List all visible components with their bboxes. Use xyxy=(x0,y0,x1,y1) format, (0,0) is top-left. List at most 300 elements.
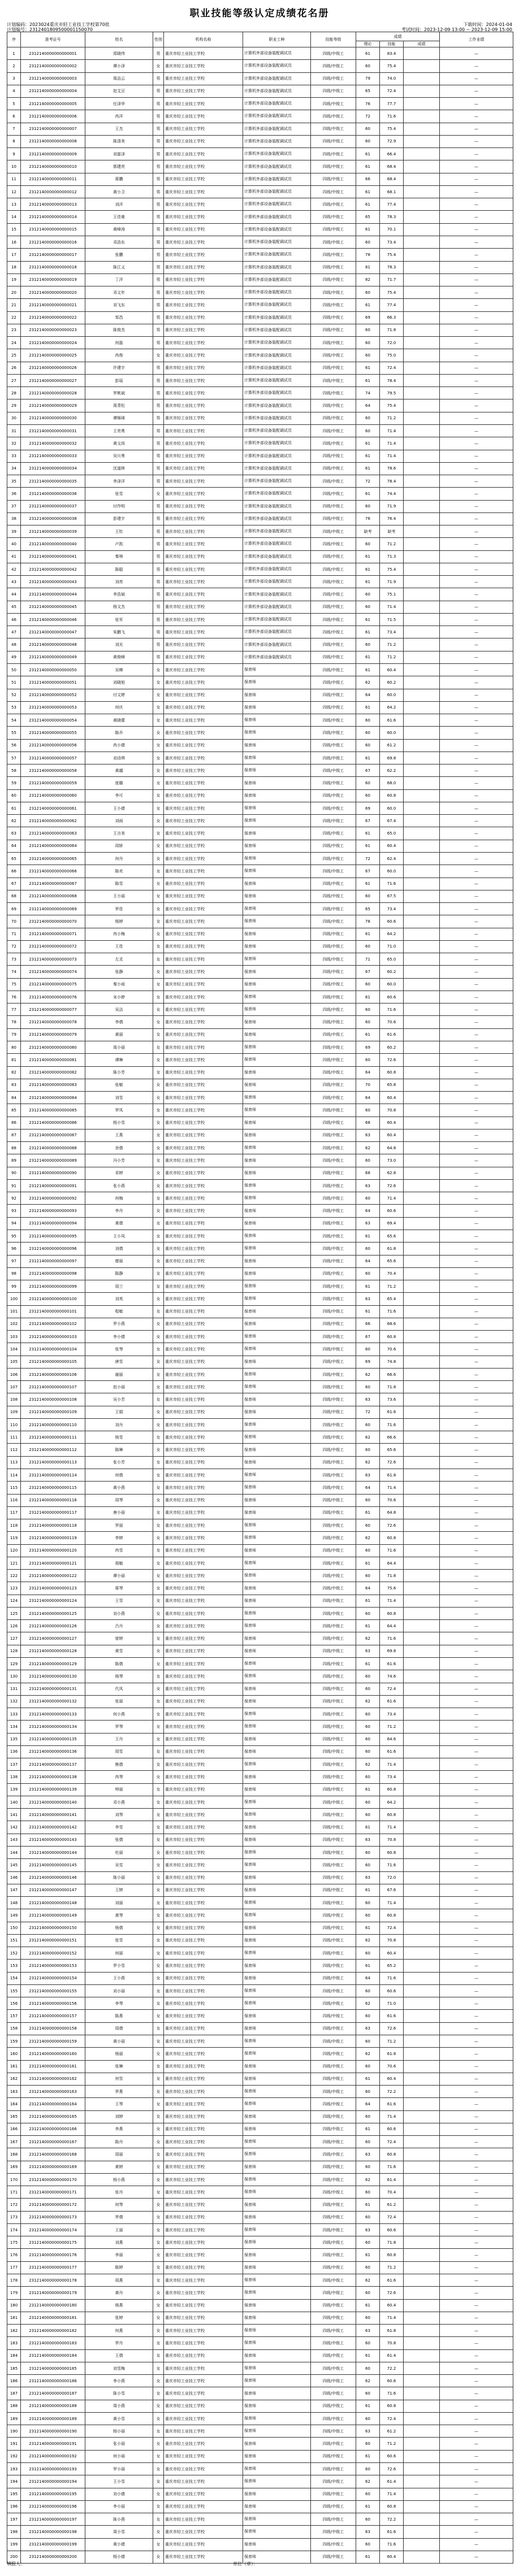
gender: 女 xyxy=(153,1922,164,1934)
skill-level: 四级/中级工 xyxy=(311,437,356,450)
remark: — xyxy=(440,2475,513,2488)
result xyxy=(404,1179,440,1192)
gender: 女 xyxy=(153,1871,164,1884)
theory-score: 64 xyxy=(356,1092,380,1104)
org-name: 重庆市轻工业技工学校 xyxy=(164,1255,243,1267)
occupation: 计算机外部设备装配调试员 xyxy=(243,198,311,211)
student-name: 周琴 xyxy=(85,1494,153,1506)
theory-score: 61 xyxy=(356,626,380,638)
row-index: 45 xyxy=(7,601,21,613)
table-row xyxy=(7,1192,513,1205)
org-name: 重庆市轻工业技工学校 xyxy=(164,1444,243,1456)
occupation: 保育师 xyxy=(243,2249,311,2261)
table-row xyxy=(7,840,513,852)
skill-score: 76.4 xyxy=(380,512,404,525)
remark: — xyxy=(440,903,513,915)
row-index: 126 xyxy=(7,1620,21,1632)
exam-id: 2312140000000000151 xyxy=(21,1934,85,1947)
student-name: 吴川勇 xyxy=(85,450,153,462)
occupation: 计算机外部设备装配调试员 xyxy=(243,538,311,550)
skill-score: 77.4 xyxy=(380,299,404,311)
occupation: 计算机外部设备装配调试员 xyxy=(243,512,311,525)
theory-score: 61 xyxy=(356,878,380,890)
occupation: 保育师 xyxy=(243,2211,311,2223)
skill-score: 64.2 xyxy=(380,1796,404,1808)
student-name: 黄丹 xyxy=(85,2287,153,2299)
result xyxy=(404,1217,440,1230)
skill-score: 60.6 xyxy=(380,2375,404,2387)
skill-level: 四级/中级工 xyxy=(311,450,356,462)
result xyxy=(404,185,440,198)
student-name: 彭瑶 xyxy=(85,374,153,386)
result xyxy=(404,2110,440,2123)
row-index: 103 xyxy=(7,1331,21,1343)
result xyxy=(404,135,440,147)
student-name: 刘琴 xyxy=(85,1809,153,1821)
exam-id: 2312140000000000183 xyxy=(21,2337,85,2349)
student-name: 黄倩 xyxy=(85,1217,153,1230)
skill-score: 61.6 xyxy=(380,714,404,727)
result xyxy=(404,1922,440,1934)
remark: — xyxy=(440,2060,513,2073)
result xyxy=(404,2236,440,2249)
org-name: 重庆市轻工业技工学校 xyxy=(164,1532,243,1544)
skill-score: 60.6 xyxy=(380,2223,404,2236)
result xyxy=(404,1393,440,1406)
occupation: 保育师 xyxy=(243,890,311,902)
row-index: 18 xyxy=(7,261,21,273)
remark: — xyxy=(440,727,513,739)
theory-score: 63 xyxy=(356,2325,380,2337)
skill-score: 60.4 xyxy=(380,664,404,676)
theory-score: 64 xyxy=(356,1255,380,1267)
table-row xyxy=(7,1695,513,1708)
skill-score: 70.6 xyxy=(380,1494,404,1506)
student-name: 左灵 xyxy=(85,953,153,966)
student-name: 秦林 xyxy=(85,550,153,563)
row-index: 24 xyxy=(7,337,21,349)
header-occupation: 职业工种 xyxy=(243,32,311,47)
skill-score: 60.8 xyxy=(380,2500,404,2513)
occupation: 保育师 xyxy=(243,1393,311,1406)
org-name: 重庆市轻工业技工学校 xyxy=(164,1620,243,1632)
skill-level: 四级/中级工 xyxy=(311,1871,356,1884)
remark: — xyxy=(440,1243,513,1255)
skill-score: 60.2 xyxy=(380,676,404,689)
skill-level: 四级/中级工 xyxy=(311,2526,356,2538)
org-name: 重庆市轻工业技工学校 xyxy=(164,1004,243,1016)
header-index: 序 xyxy=(7,32,21,47)
row-index: 181 xyxy=(7,2312,21,2324)
result xyxy=(404,940,440,953)
org-name: 重庆市轻工业技工学校 xyxy=(164,1104,243,1117)
table-row xyxy=(7,1519,513,1532)
skill-level: 四级/中级工 xyxy=(311,903,356,915)
skill-level: 四级/中级工 xyxy=(311,286,356,299)
row-index: 83 xyxy=(7,1079,21,1091)
skill-score: 67.6 xyxy=(380,1884,404,1896)
skill-score: 71.0 xyxy=(380,1997,404,2010)
student-name: 李丹 xyxy=(85,1205,153,1217)
gender: 男 xyxy=(153,135,164,147)
skill-level: 四级/中级工 xyxy=(311,2538,356,2551)
skill-score: 61.4 xyxy=(380,2173,404,2186)
result xyxy=(404,2211,440,2223)
theory-score: 60 xyxy=(356,2337,380,2349)
gender: 女 xyxy=(153,1683,164,1695)
row-index: 177 xyxy=(7,2261,21,2274)
table-row xyxy=(7,500,513,512)
student-name: 王婷 xyxy=(85,1884,153,1896)
table-row xyxy=(7,1721,513,1733)
result xyxy=(404,2513,440,2526)
skill-level: 四级/中级工 xyxy=(311,1393,356,1406)
exam-id: 2312140000000000196 xyxy=(21,2500,85,2513)
remark: — xyxy=(440,1771,513,1783)
table-row xyxy=(7,525,513,538)
gender: 女 xyxy=(153,664,164,676)
table-row xyxy=(7,1683,513,1695)
student-name: 何燕 xyxy=(85,2325,153,2337)
exam-id: 2312140000000000078 xyxy=(21,1016,85,1028)
remark: — xyxy=(440,236,513,248)
remark: — xyxy=(440,1595,513,1607)
skill-score: 68.4 xyxy=(380,173,404,185)
occupation: 计算机外部设备装配调试员 xyxy=(243,47,311,60)
result xyxy=(404,1230,440,1242)
skill-level: 四级/中级工 xyxy=(311,1972,356,1984)
student-name: 谭琳 xyxy=(85,1054,153,1066)
occupation: 保育师 xyxy=(243,2463,311,2475)
gender: 女 xyxy=(153,991,164,1003)
occupation: 保育师 xyxy=(243,1167,311,1179)
org-name: 重庆市轻工业技工学校 xyxy=(164,2412,243,2425)
remark: — xyxy=(440,651,513,663)
org-name: 重庆市轻工业技工学校 xyxy=(164,651,243,663)
occupation: 保育师 xyxy=(243,840,311,852)
student-name: 周青松 xyxy=(85,399,153,412)
skill-score: 72.4 xyxy=(380,1683,404,1695)
student-name: 罗桃斌 xyxy=(85,387,153,399)
exam-id: 2312140000000000173 xyxy=(21,2211,85,2223)
theory-score: 60 xyxy=(356,2387,380,2400)
student-name: 吕丹 xyxy=(85,1620,153,1632)
org-name: 重庆市轻工业技工学校 xyxy=(164,173,243,185)
result xyxy=(404,47,440,60)
occupation: 保育师 xyxy=(243,1205,311,1217)
exam-id: 2312140000000000155 xyxy=(21,1984,85,1997)
result xyxy=(404,349,440,362)
remark: — xyxy=(440,878,513,890)
skill-level: 四级/中级工 xyxy=(311,2551,356,2563)
org-name: 重庆市轻工业技工学校 xyxy=(164,1293,243,1305)
result xyxy=(404,2400,440,2412)
remark: — xyxy=(440,1154,513,1167)
occupation: 保育师 xyxy=(243,2223,311,2236)
occupation: 保育师 xyxy=(243,2475,311,2488)
skill-level: 四级/中级工 xyxy=(311,2438,356,2450)
exam-id: 2312140000000000131 xyxy=(21,1683,85,1695)
result xyxy=(404,550,440,563)
theory-score: 69 xyxy=(356,1041,380,1053)
result xyxy=(404,2060,440,2073)
row-index: 135 xyxy=(7,1733,21,1745)
skill-level: 四级/中级工 xyxy=(311,72,356,85)
org-name: 重庆市轻工业技工学校 xyxy=(164,2387,243,2400)
org-name: 重庆市轻工业技工学校 xyxy=(164,601,243,613)
org-name: 重庆市轻工业技工学校 xyxy=(164,1368,243,1380)
org-name: 重庆市轻工业技工学校 xyxy=(164,1771,243,1783)
remark: — xyxy=(440,450,513,462)
remark: — xyxy=(440,676,513,689)
row-index: 67 xyxy=(7,878,21,890)
exam-id: 2312140000000000192 xyxy=(21,2450,85,2462)
occupation: 保育师 xyxy=(243,1356,311,1368)
skill-score: 71.4 xyxy=(380,437,404,450)
table-row xyxy=(7,777,513,789)
skill-score: 69.8 xyxy=(380,751,404,764)
org-name: 重庆市轻工业技工学校 xyxy=(164,2110,243,2123)
theory-score: 62 xyxy=(356,2274,380,2287)
exam-id: 2312140000000000178 xyxy=(21,2274,85,2287)
skill-score: 73.4 xyxy=(380,1708,404,1721)
org-name: 重庆市轻工业技工学校 xyxy=(164,1469,243,1482)
skill-level: 四级/中级工 xyxy=(311,689,356,701)
org-name: 重庆市轻工业技工学校 xyxy=(164,1406,243,1418)
row-index: 120 xyxy=(7,1544,21,1557)
table-row xyxy=(7,991,513,1003)
row-index: 185 xyxy=(7,2362,21,2374)
gender: 女 xyxy=(153,1506,164,1519)
remark: — xyxy=(440,1871,513,1884)
org-name: 重庆市轻工业技工学校 xyxy=(164,2173,243,2186)
remark: — xyxy=(440,2249,513,2261)
student-name: 赵小丽 xyxy=(85,1381,153,1393)
org-name: 重庆市轻工业技工学校 xyxy=(164,236,243,248)
row-index: 61 xyxy=(7,802,21,814)
theory-score: 61 xyxy=(356,991,380,1003)
student-name: 张倩 xyxy=(85,1834,153,1846)
exam-id: 2312140000000000108 xyxy=(21,1393,85,1406)
result xyxy=(404,1884,440,1896)
exam-id: 2312140000000000038 xyxy=(21,512,85,525)
result xyxy=(404,1192,440,1205)
skill-level: 四级/中级工 xyxy=(311,613,356,625)
theory-score: 60 xyxy=(356,324,380,336)
skill-level: 四级/中级工 xyxy=(311,1104,356,1117)
skill-score: 64.4 xyxy=(380,1557,404,1569)
row-index: 16 xyxy=(7,236,21,248)
table-row xyxy=(7,273,513,286)
result xyxy=(404,714,440,727)
table-row xyxy=(7,1318,513,1330)
occupation: 保育师 xyxy=(243,878,311,890)
occupation: 保育师 xyxy=(243,2538,311,2551)
table-row xyxy=(7,2463,513,2475)
gender: 女 xyxy=(153,60,164,72)
gender: 女 xyxy=(153,1934,164,1947)
exam-id: 2312140000000000055 xyxy=(21,727,85,739)
theory-score: 67 xyxy=(356,966,380,978)
remark: — xyxy=(440,1972,513,1984)
skill-level: 四级/中级工 xyxy=(311,1016,356,1028)
row-index: 70 xyxy=(7,915,21,928)
gender: 女 xyxy=(153,1267,164,1280)
theory-score: 60 xyxy=(356,777,380,789)
gender: 女 xyxy=(153,2098,164,2110)
org-name: 重庆市轻工业技工学校 xyxy=(164,1393,243,1406)
exam-id: 2312140000000000164 xyxy=(21,2098,85,2110)
row-index: 78 xyxy=(7,1016,21,1028)
table-row xyxy=(7,1960,513,1972)
gender: 女 xyxy=(153,1960,164,1972)
row-index: 175 xyxy=(7,2236,21,2249)
exam-id: 2312140000000000184 xyxy=(21,2349,85,2362)
skill-score: 71.9 xyxy=(380,576,404,588)
row-index: 51 xyxy=(7,676,21,689)
row-index: 101 xyxy=(7,1305,21,1318)
exam-id: 2312140000000000104 xyxy=(21,1343,85,1356)
gender: 女 xyxy=(153,840,164,852)
result xyxy=(404,236,440,248)
table-row xyxy=(7,550,513,563)
student-name: 张军 xyxy=(85,613,153,625)
gender: 女 xyxy=(153,1054,164,1066)
occupation: 保育师 xyxy=(243,2438,311,2450)
org-name: 重庆市轻工业技工学校 xyxy=(164,2186,243,2199)
result xyxy=(404,2022,440,2035)
theory-score: 60 xyxy=(356,1418,380,1431)
result xyxy=(404,966,440,978)
skill-score: 60.4 xyxy=(380,1117,404,1129)
skill-score: 71.2 xyxy=(380,651,404,663)
remark: — xyxy=(440,1909,513,1922)
row-index: 161 xyxy=(7,2060,21,2073)
row-index: 194 xyxy=(7,2475,21,2488)
remark: — xyxy=(440,1092,513,1104)
theory-score: 61 xyxy=(356,2500,380,2513)
remark: — xyxy=(440,2526,513,2538)
remark: — xyxy=(440,1066,513,1079)
remark: — xyxy=(440,148,513,160)
exam-id: 2312140000000000015 xyxy=(21,223,85,236)
skill-score: 75.6 xyxy=(380,1582,404,1595)
result xyxy=(404,1846,440,1858)
table-row xyxy=(7,1859,513,1871)
theory-score: 61 xyxy=(356,198,380,211)
org-name: 重庆市轻工业技工学校 xyxy=(164,2274,243,2287)
skill-level: 四级/中级工 xyxy=(311,98,356,110)
occupation: 计算机外部设备装配调试员 xyxy=(243,249,311,261)
row-index: 31 xyxy=(7,424,21,437)
occupation: 保育师 xyxy=(243,1834,311,1846)
remark: — xyxy=(440,2463,513,2475)
table-row xyxy=(7,1129,513,1141)
exam-id: 2312140000000000113 xyxy=(21,1456,85,1469)
org-name: 重庆市轻工业技工学校 xyxy=(164,98,243,110)
skill-score: 70.8 xyxy=(380,1104,404,1117)
skill-score: 60.4 xyxy=(380,840,404,852)
result xyxy=(404,1582,440,1595)
remark: — xyxy=(440,1632,513,1645)
skill-score: 66.3 xyxy=(380,311,404,324)
remark: — xyxy=(440,1004,513,1016)
row-index: 186 xyxy=(7,2375,21,2387)
theory-score: 60 xyxy=(356,60,380,72)
exam-id: 2312140000000000014 xyxy=(21,211,85,223)
skill-level: 四级/中级工 xyxy=(311,588,356,601)
row-index: 198 xyxy=(7,2526,21,2538)
occupation: 保育师 xyxy=(243,1255,311,1267)
gender: 女 xyxy=(153,2475,164,2488)
table-row xyxy=(7,2475,513,2488)
theory-score: 61 xyxy=(356,1557,380,1569)
result xyxy=(404,2073,440,2085)
remark: — xyxy=(440,1456,513,1469)
exam-id: 2312140000000000004 xyxy=(21,85,85,97)
gender: 男 xyxy=(153,211,164,223)
remark: — xyxy=(440,349,513,362)
occupation: 保育师 xyxy=(243,1054,311,1066)
gender: 女 xyxy=(153,940,164,953)
student-name: 杨小燕 xyxy=(85,2173,153,2186)
theory-score: 60 xyxy=(356,1733,380,1745)
theory-score: 62 xyxy=(356,1758,380,1771)
skill-score: 61.6 xyxy=(380,2010,404,2022)
occupation: 保育师 xyxy=(243,2375,311,2387)
exam-id: 2312140000000000043 xyxy=(21,576,85,588)
skill-score: 79.5 xyxy=(380,387,404,399)
remark: — xyxy=(440,2400,513,2412)
gender: 男 xyxy=(153,588,164,601)
org-name: 重庆市轻工业技工学校 xyxy=(164,512,243,525)
occupation: 保育师 xyxy=(243,2148,311,2161)
remark: — xyxy=(440,1079,513,1091)
skill-level: 四级/中级工 xyxy=(311,1267,356,1280)
skill-score: 66.6 xyxy=(380,1431,404,1444)
result xyxy=(404,2086,440,2098)
occupation: 保育师 xyxy=(243,1670,311,1683)
theory-score: 60 xyxy=(356,1809,380,1821)
row-index: 65 xyxy=(7,853,21,865)
result xyxy=(404,1695,440,1708)
org-name: 重庆市轻工业技工学校 xyxy=(164,2450,243,2462)
table-row xyxy=(7,1758,513,1771)
result xyxy=(404,1028,440,1041)
gender: 女 xyxy=(153,2325,164,2337)
gender: 男 xyxy=(153,249,164,261)
theory-score: 缺考 xyxy=(356,525,380,538)
skill-level: 四级/中级工 xyxy=(311,2136,356,2148)
result xyxy=(404,1934,440,1947)
result xyxy=(404,1632,440,1645)
result xyxy=(404,1469,440,1482)
remark: — xyxy=(440,123,513,135)
occupation: 保育师 xyxy=(243,1343,311,1356)
table-row xyxy=(7,1381,513,1393)
theory-score: 61 xyxy=(356,2123,380,2135)
occupation: 保育师 xyxy=(243,1179,311,1192)
exam-id: 2312140000000000175 xyxy=(21,2236,85,2249)
gender: 男 xyxy=(153,550,164,563)
occupation: 保育师 xyxy=(243,2261,311,2274)
skill-level: 四级/中级工 xyxy=(311,173,356,185)
skill-level: 四级/中级工 xyxy=(311,751,356,764)
theory-score: 62 xyxy=(356,2048,380,2060)
result xyxy=(404,2337,440,2349)
occupation: 计算机外部设备装配调试员 xyxy=(243,362,311,374)
remark: — xyxy=(440,2136,513,2148)
